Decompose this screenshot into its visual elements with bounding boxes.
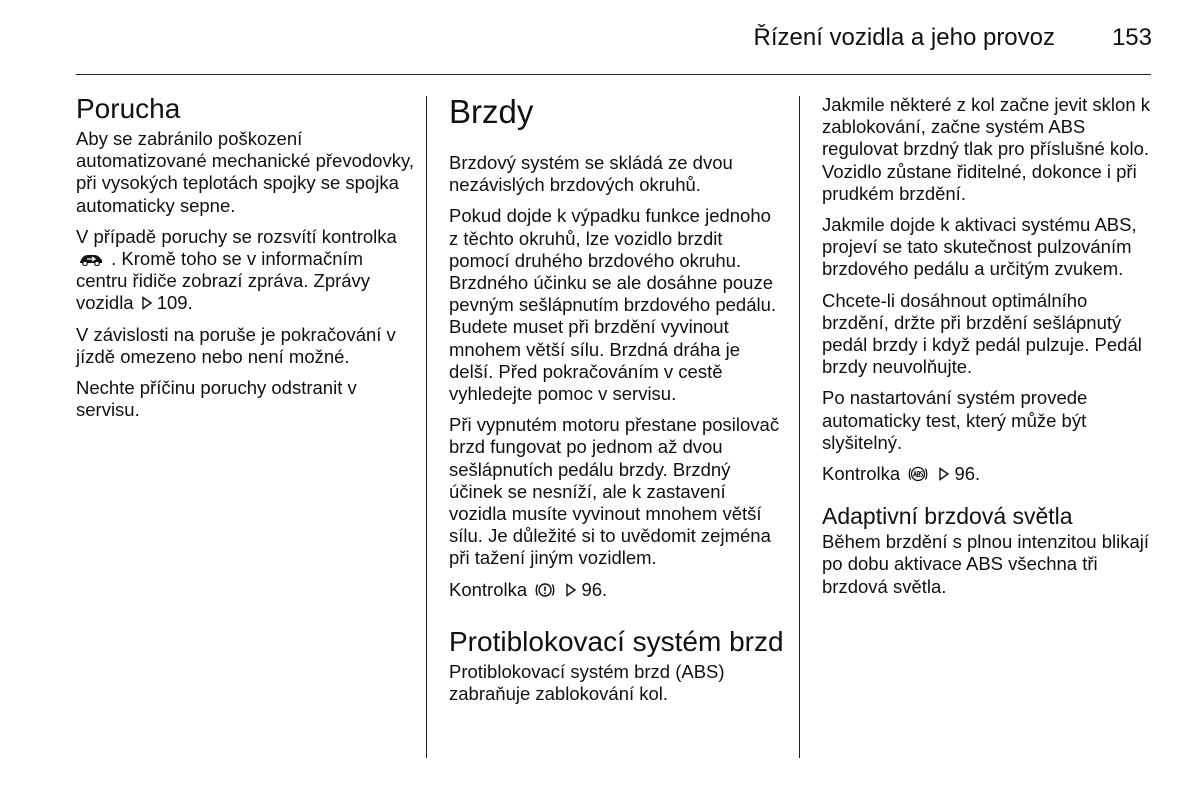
column-2 — [449, 92, 784, 714]
paragraph: Protiblokovací systém brzd (ABS) zabraňuje zablokování kol. — [449, 660, 725, 705]
paragraph — [449, 579, 784, 601]
brake-warning-icon — [534, 581, 556, 599]
page-reference: 96. — [581, 578, 608, 600]
page-reference-arrow-icon — [565, 580, 577, 594]
paragraph: Nechte příčinu poruchy odstranit v servisu. — [76, 377, 357, 421]
paragraph: Po nastartování systém provede automaticky test, který může být slyšitelný. — [822, 387, 1088, 453]
paragraph: Chcete-li dosáhnout optimálního brzdění, držte při brzdění sešlápnutý pedál brzdy i když pedál pulzuje. Pedál brzdy neuvolňujte. — [822, 289, 1142, 378]
gearbox-warning-car-icon — [78, 249, 104, 263]
section-heading-porucha: Porucha — [76, 93, 181, 124]
paragraph — [76, 226, 416, 315]
paragraph — [822, 463, 1157, 485]
paragraph: Brzdový systém se skládá ze dvou nezávislých brzdových okruhů. — [449, 152, 733, 196]
paragraph: Při vypnutém motoru přestane posilovač brzd fungovat po jednom až dvou sešlápnutích pedálu brzdy. Brzdný účinek se nesníží, ale k zastavení vozidla musíte vyvinout mnohem větší sílu. Je důležité si to uvědomit zejména při tažení jiným vozidlem. — [449, 414, 780, 569]
section-heading-brzdy: Brzdy — [449, 93, 534, 130]
header-title: Řízení vozidla a jeho provoz — [753, 24, 1055, 51]
column-1 — [76, 92, 416, 430]
paragraph: Jakmile dojde k aktivaci systému ABS, projeví se tato skutečnost pulzováním brzdového pedálu a určitým zvukem. — [822, 214, 1137, 280]
page-reference-arrow-icon — [938, 464, 950, 478]
paragraph-text: Kontrolka — [822, 463, 901, 485]
page-number: 153 — [1111, 24, 1152, 51]
paragraph-text: . Kromě toho se v informačním centru řidiče zobrazí zpráva. Zprávy vozidla — [76, 248, 371, 314]
paragraph: Pokud dojde k výpadku funkce jednoho z těchto okruhů, lze vozidlo brzdit pomocí druhého brzdového okruhu. Brzdného účinku se ale dosáhne pouze pevným sešlápnutím brzdového pedálu. Budete muset při brzdění vyvinout mnohem větší sílu. Brzdná dráha je delší. Před pokračováním v cestě vyhledejte pomoc v servisu. — [449, 205, 777, 405]
header-rule — [76, 74, 1151, 75]
paragraph-text: Kontrolka — [449, 578, 528, 600]
paragraph: V závislosti na poruše je pokračování v jízdě omezeno nebo není možné. — [76, 323, 396, 367]
page-reference: 109. — [156, 292, 193, 314]
paragraph: Jakmile některé z kol začne jevit sklon k zablokování, začne systém ABS regulovat brzdný tlak pro příslušné kolo. Vozidlo zůstane řiditelné, dokonce i při prudkém brzdění. — [822, 94, 1150, 204]
paragraph-text: V případě poruchy se rozsvítí kontrolka — [76, 225, 397, 247]
column-3 — [822, 94, 1157, 607]
paragraph: Aby se zabránilo poškození automatizované mechanické převodovky, při vysokých teplotách spojky se spojka automaticky sepne. — [76, 128, 414, 216]
column-divider — [426, 96, 427, 758]
column-divider — [799, 96, 800, 758]
abs-warning-icon — [907, 465, 929, 483]
page-reference-arrow-icon — [141, 293, 153, 307]
section-heading-abs: Protiblokovací systém brzd — [449, 625, 784, 657]
page-reference: 96. — [954, 463, 981, 485]
paragraph: Během brzdění s plnou intenzitou blikají po dobu aktivace ABS všechna tři brzdová světla. — [822, 531, 1150, 597]
section-heading-adaptive-brake-lights: Adaptivní brzdová světla — [822, 503, 1073, 530]
